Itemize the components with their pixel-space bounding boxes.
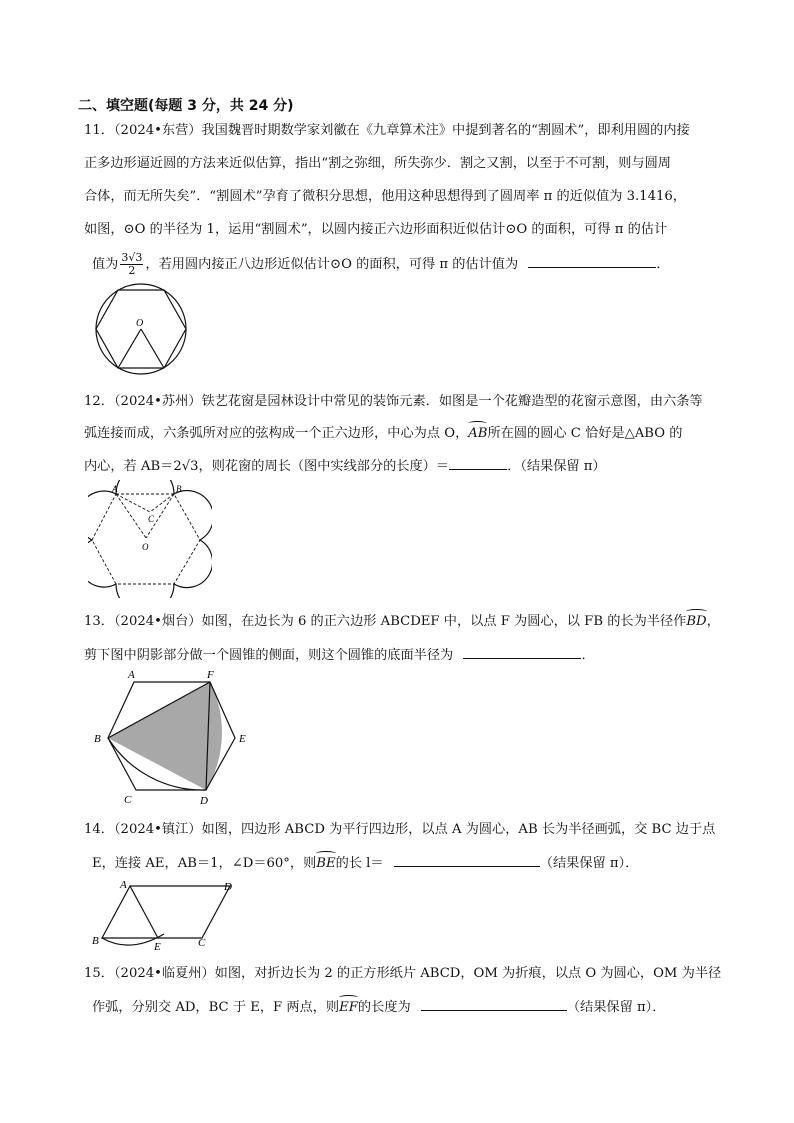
q15-answer-blank[interactable] bbox=[421, 996, 567, 1011]
q15-arc-EF: EF bbox=[339, 998, 358, 1018]
q13-label-F: F bbox=[207, 669, 214, 681]
q13-shaded-sector bbox=[108, 682, 222, 790]
q13-text-d: ． bbox=[581, 648, 595, 663]
q11-end: ． bbox=[656, 257, 670, 272]
q14-text-a: E，连接 AE，AB＝1，∠D＝60°，则 bbox=[92, 856, 317, 871]
q12-text-b: 所在圆的圆心 C 恰好是△ABO 的 bbox=[487, 426, 683, 441]
q13-label-D: D bbox=[200, 795, 208, 807]
q13-figure bbox=[90, 668, 254, 808]
q11-line-3: 合体，而无所失矣”．“割圆术”孕育了微积分思想，他用这种思想得到了圆周率 π 的近似值为 3.1416， bbox=[84, 189, 686, 204]
q13-text-c: 剪下图中阴影部分做一个圆锥的侧面，则这个圆锥的底面半径为 bbox=[84, 648, 454, 663]
q14-figure bbox=[90, 876, 240, 952]
q14-label-A: A bbox=[120, 879, 127, 891]
q12-label-O: O bbox=[142, 542, 149, 552]
q15-text-a: 作弧，分别交 AD，BC 于 E，F 两点，则 bbox=[92, 1000, 340, 1015]
q12-figure bbox=[88, 480, 212, 598]
q11-prefix: 值为 bbox=[92, 257, 119, 272]
q13-label-A: A bbox=[128, 669, 135, 681]
q14-arc-BE: BE bbox=[316, 854, 335, 874]
q14-label-D: D bbox=[224, 881, 232, 893]
q12-text-a: 弧连接而成，六条弧所对应的弦构成一个正六边形，中心为点 O， bbox=[84, 426, 469, 441]
q11-radius-right bbox=[141, 329, 164, 368]
q14-line-1: 14．（2024•镇江）如图，四边形 ABCD 为平行四边形，以点 A 为圆心，AB 长为半径画弧，交 BC 边于点 bbox=[84, 822, 716, 837]
q12-line-2 bbox=[84, 424, 682, 444]
q11-line-2: 正多边形逼近圆的方法来近似估算，指出“割之弥细，所失弥少．割之又割，以至于不可割，则与圆周 bbox=[84, 156, 671, 171]
q14-parallelogram bbox=[102, 886, 230, 938]
q14-text-c: （结果保留 π）． bbox=[539, 856, 639, 871]
q11-radius-left bbox=[118, 329, 141, 368]
q11-text: ，若用圆内接正八边形近似估计⊙O 的面积，可得 π 的估计值为 bbox=[145, 257, 519, 272]
q11-frac-num: 3√3 bbox=[121, 251, 143, 264]
q15-text-c: （结果保留 π）． bbox=[566, 1000, 666, 1015]
q12-label-A: A bbox=[112, 484, 118, 494]
q11-line-1: 11．（2024•东营）我国魏晋时期数学家刘徽在《九章算术注》中提到著名的“割圆术”，即利用圆的内接 bbox=[84, 123, 690, 138]
q12-line-BC bbox=[150, 494, 174, 512]
q12-line-3 bbox=[84, 455, 606, 477]
q12-text-d: ．（结果保留 π） bbox=[507, 459, 606, 474]
q14-line-2 bbox=[92, 852, 638, 874]
q13-label-B: B bbox=[94, 733, 101, 745]
q12-label-B: B bbox=[176, 484, 182, 494]
q13-line-1 bbox=[84, 612, 720, 632]
q13-line-2 bbox=[84, 644, 595, 666]
q13-text-a: 13．（2024•烟台）如图，在边长为 6 的正六边形 ABCDEF 中，以点 F 为圆心，以 FB 的长为半径作 bbox=[84, 614, 687, 629]
q12-hexagon-dashed bbox=[92, 494, 200, 584]
q14-line-AE bbox=[130, 886, 158, 938]
q12-answer-blank[interactable] bbox=[449, 455, 507, 470]
q14-text-b: 的长 l＝ bbox=[335, 856, 384, 871]
q12-line-AC bbox=[116, 494, 150, 512]
q12-arc-AB: AB bbox=[468, 424, 487, 444]
q14-label-B: B bbox=[92, 935, 99, 947]
section-title: 二、填空题(每题 3 分，共 24 分) bbox=[78, 98, 294, 114]
q15-text-b: 的长度为 bbox=[357, 1000, 411, 1015]
q13-label-C: C bbox=[124, 794, 132, 806]
q12-label-C: C bbox=[148, 514, 155, 524]
q11-answer-blank[interactable] bbox=[528, 253, 656, 268]
q13-label-E: E bbox=[239, 733, 246, 745]
q14-label-C: C bbox=[198, 937, 206, 949]
q11-line-4: 如图，⊙O 的半径为 1，运用“割圆术”，以圆内接正六边形面积近似估计⊙O 的面积，可得 π 的估计 bbox=[84, 222, 668, 237]
q11-frac-den: 2 bbox=[128, 264, 136, 277]
q11-line-5 bbox=[92, 252, 670, 277]
q14-answer-blank[interactable] bbox=[394, 852, 540, 867]
q12-line-1: 12．（2024•苏州）铁艺花窗是园林设计中常见的装饰元素．如图是一个花瓣造型的花窗示意图，由六条等 bbox=[84, 394, 703, 409]
q12-flower-outline bbox=[88, 480, 212, 598]
q14-label-E: E bbox=[154, 941, 161, 952]
q15-line-2 bbox=[92, 996, 665, 1018]
q11-fraction bbox=[120, 252, 143, 277]
q12-text-c: 内心，若 AB＝2√3，则花窗的周长（图中实线部分的长度）＝ bbox=[84, 459, 450, 474]
q12-line-AO bbox=[116, 494, 146, 538]
q15-line-1: 15．（2024•临夏州）如图，对折边长为 2 的正方形纸片 ABCD，OM 为折痕，以点 O 为圆心，OM 为半径 bbox=[84, 966, 722, 981]
q13-arc-BD: BD bbox=[686, 612, 706, 632]
q11-label-O: O bbox=[136, 318, 144, 329]
q13-text-b: ， bbox=[706, 614, 720, 629]
q11-figure bbox=[90, 278, 192, 380]
q13-answer-blank[interactable] bbox=[463, 644, 581, 659]
